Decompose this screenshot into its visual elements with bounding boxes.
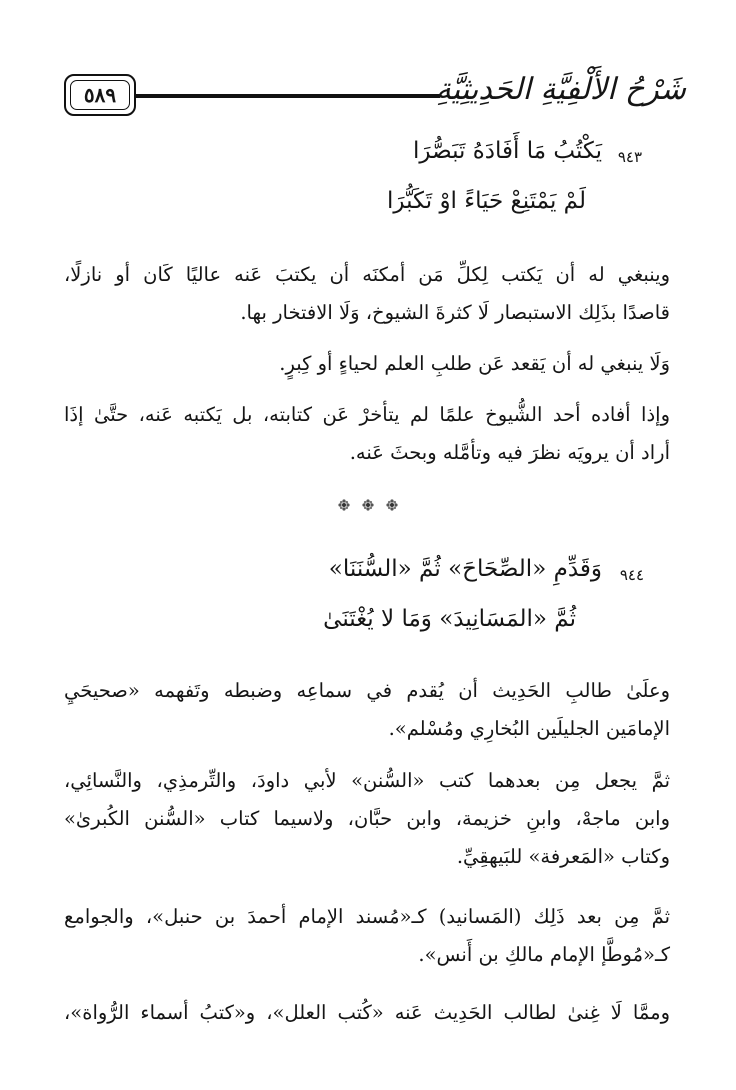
- paragraph: [64, 994, 670, 1032]
- verse-second-hemistich: لَمْ يَمْتَنِعْ حَيَاءً اوْ تَكَبُّرَا: [387, 188, 586, 214]
- paragraph-line: وإذا أفاده أحد الشُّيوخ علمًا لم يتأخرْ عَن كتابته، بل يَكتبه عَنه، حتَّىٰ إذَا: [64, 403, 670, 426]
- flower-icon: [338, 496, 350, 508]
- paragraph: [64, 672, 670, 748]
- paragraph-line: ثمَّ يجعل مِن بعدهما كتب «السُّنن» لأبي داودَ، والتِّرمذِي، والنَّسائِي،: [64, 769, 670, 792]
- paragraph-line: الإمامَين الجليلَين البُخارِي ومُسْلم».: [388, 717, 670, 740]
- paragraph-line: وَلَا ينبغي له أن يَقعد عَن طلبِ العلم لحياءٍ أو كِبرٍ.: [279, 352, 670, 375]
- verse-second-hemistich: ثُمَّ «المَسَانِيدَ» وَمَا لا يُغْتَنَىٰ: [323, 606, 576, 632]
- paragraph-line: وينبغي له أن يَكتب لِكلِّ مَن أمكنَه أن يكتبَ عَنه عاليًا كَان أو نازلًا،: [64, 263, 670, 286]
- flower-icon: [362, 496, 374, 508]
- paragraph-line: كـ«مُوطَّإ الإمام مالكِ بن أَنس».: [418, 943, 670, 966]
- book-title: شَرْحُ الأَلْفِيَّةِ الحَدِيثِيَّةِ: [435, 72, 686, 107]
- paragraph: [64, 898, 670, 974]
- section-ornament: [338, 494, 398, 510]
- header-rule: [136, 94, 440, 98]
- verse-first-hemistich: يَكْتُبُ مَا أَفَادَهُ تَبَصُّرَا: [413, 138, 602, 164]
- verse-number: ٩٤٣: [617, 148, 642, 166]
- paragraph-line: وعلَىٰ طالبِ الحَدِيث أن يُقدم في سماعِه وضبطه وتَفهمه «صحيحَيِ: [64, 679, 670, 702]
- page-number: ٥٨٩: [83, 83, 117, 107]
- page-number-frame: [64, 74, 136, 116]
- flower-icon: [386, 496, 398, 508]
- paragraph-line: قاصدًا بذَلِك الاستبصار لَا كثرةَ الشيوخ، وَلَا الافتخار بها.: [240, 301, 670, 324]
- paragraph-line: وكتاب «المَعرفة» للبَيهقِيِّ.: [456, 845, 670, 868]
- paragraph-line: وابن ماجهْ، وابنِ خزيمة، وابن حبَّان، ولاسيما كتاب «السُّنن الكُبرىٰ»: [64, 807, 670, 830]
- paragraph-line: أراد أن يرويَه نظرَ فيه وتأمَّله وبحثَ عَنه.: [349, 441, 670, 464]
- paragraph: [64, 256, 670, 332]
- verse-number: ٩٤٤: [619, 566, 644, 584]
- paragraph-line: ثمَّ مِن بعد ذَلِك (المَسانيد) كـ«مُسند الإمام أحمدَ بن حنبل»، والجوامع: [64, 905, 670, 928]
- verse-first-hemistich: وَقَدِّمِ «الصِّحَاحَ» ثُمَّ «السُّنَنَا»: [328, 556, 602, 582]
- paragraph-line: وممَّا لَا غِنىٰ لطالب الحَدِيث عَنه «كُتب العلل»، و«كتبُ أسماء الرُّواة»،: [64, 1001, 670, 1024]
- paragraph: [64, 345, 670, 383]
- paragraph: [64, 396, 670, 472]
- paragraph: [64, 762, 670, 876]
